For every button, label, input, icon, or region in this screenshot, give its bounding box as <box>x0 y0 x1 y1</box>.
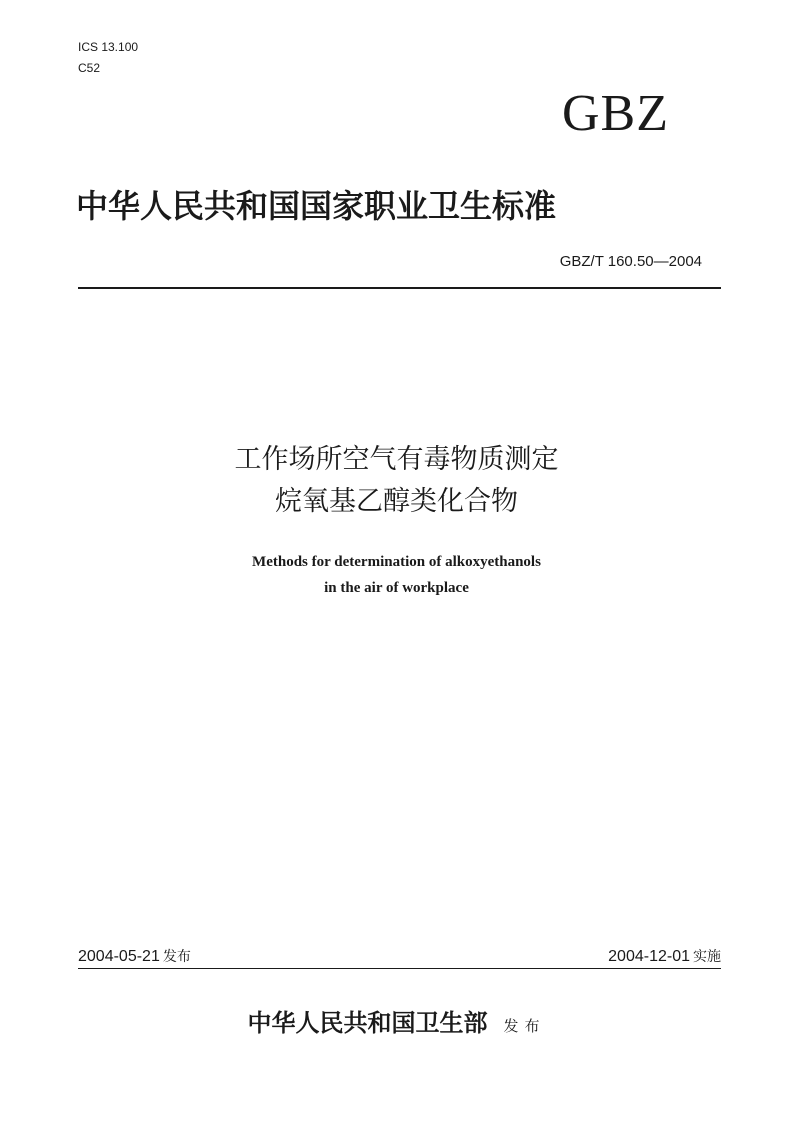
issuer-block <box>0 1008 793 1038</box>
issue-date: 2004-05-21 <box>78 948 160 965</box>
footer-divider <box>78 968 721 969</box>
chinese-title-line-1: 工作场所空气有毒物质测定 <box>234 444 559 475</box>
implementation-label: 实施 <box>693 948 721 964</box>
ccs-code: C52 <box>78 61 101 75</box>
issue-label: 发布 <box>162 948 191 964</box>
standard-title: 中华人民共和国国家职业卫生标准 <box>76 187 557 225</box>
header-divider <box>78 287 721 289</box>
implementation-date: 2004-12-01 <box>608 948 690 965</box>
gbz-logo: GBZ <box>562 85 669 142</box>
english-title-line-2: in the air of workplace <box>324 580 469 596</box>
standard-number: GBZ/T 160.50—2004 <box>559 253 702 270</box>
implementation-date-block <box>608 946 721 967</box>
issuer-name: 中华人民共和国卫生部 <box>247 1008 488 1037</box>
issuer-suffix: 发布 <box>503 1017 546 1035</box>
issue-date-block <box>78 946 191 967</box>
chinese-title-line-2: 烷氧基乙醇类化合物 <box>275 486 518 517</box>
english-title-line-1: Methods for determination of alkoxyethanols <box>252 554 541 570</box>
ics-code: ICS 13.100 <box>78 40 139 54</box>
